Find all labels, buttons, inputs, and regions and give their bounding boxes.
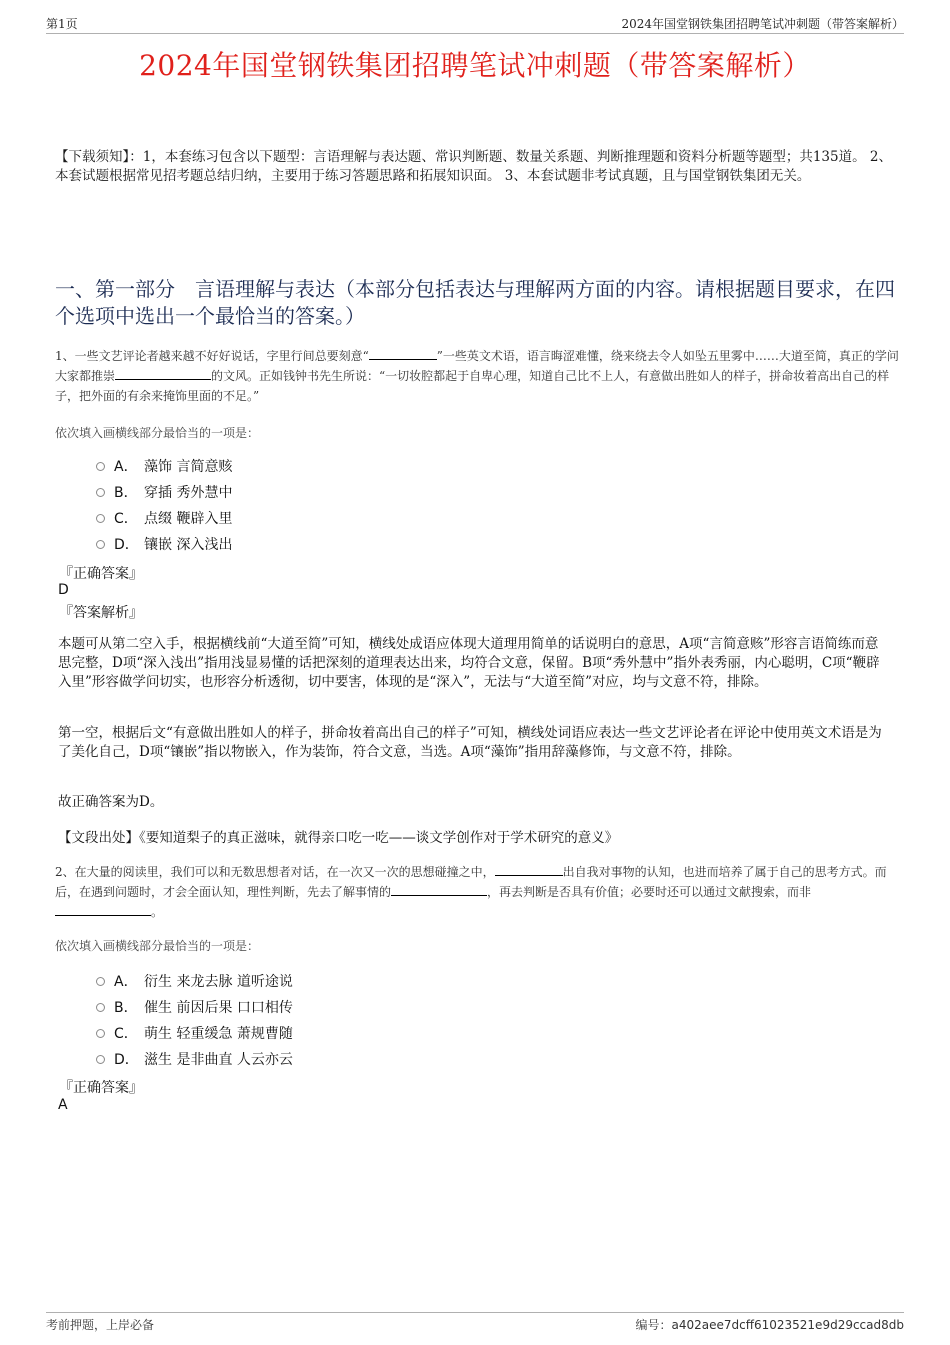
q1-option-b[interactable]: B． 穿插 秀外慧中	[96, 479, 232, 505]
q1-option-d[interactable]: D． 镶嵌 深入浅出	[96, 531, 232, 557]
q2-answer: A	[58, 1097, 68, 1113]
q2-prompt: 依次填入画横线部分最恰当的一项是：	[55, 939, 260, 953]
q1-source: 【文段出处】《要知道梨子的真正滋味，就得亲口吃一吃——谈文学创作对于学术研究的意义》	[58, 830, 619, 846]
radio-icon[interactable]	[96, 977, 105, 986]
q1-analysis-para-3: 故正确答案为D。	[58, 794, 164, 810]
radio-icon[interactable]	[96, 1055, 105, 1064]
q1-answer: D	[58, 582, 69, 598]
q2-option-a[interactable]: A． 衍生 来龙去脉 道听途说	[96, 968, 293, 994]
fill-blank	[369, 346, 437, 360]
download-notice: 【下载须知】：1，本套练习包含以下题型：言语理解与表达题、常识判断题、数量关系题、判断推理题和资料分析题等题型；共135道。 2、本套试题根据常见招考题总结归纳，主要用于练习答题思路和拓展知识面。 3、本套试题非考试真题，且与国堂钢铁集团无关。	[55, 149, 892, 184]
radio-icon[interactable]	[96, 462, 105, 471]
q1-analysis-para-2: 第一空，根据后文“有意做出胜如人的样子，拼命妆着高出自己的样子”可知，横线处词语应表达一些文艺评论者在评论中使用英文术语是为了美化自己，D项“镶嵌”指以物嵌入，作为装饰，符合文意，当选。A项“藻饰”指用辞藻修饰，与文意不符，排除。	[58, 725, 882, 760]
page-title: 2024年国堂钢铁集团招聘笔试冲刺题（带答案解析）	[139, 49, 811, 82]
question-1-text	[55, 346, 900, 406]
header-doc-title: 2024年国堂钢铁集团招聘笔试冲刺题（带答案解析）	[621, 17, 904, 31]
q2-option-b[interactable]: B． 催生 前因后果 口口相传	[96, 994, 293, 1020]
q1-options	[96, 453, 232, 557]
q2-text-part-d: 。	[151, 905, 164, 919]
q2-text-part-c: ，再去判断是否具有价值；必要时还可以通过文献搜索，而非	[487, 885, 812, 899]
q1-analysis-label: 『答案解析』	[59, 605, 143, 621]
q1-answer-label: 『正确答案』	[59, 566, 143, 582]
radio-icon[interactable]	[96, 1003, 105, 1012]
section-heading: 一、第一部分 言语理解与表达（本部分包括表达与理解两方面的内容。请根据题目要求，在四个选项中选出一个最恰当的答案。）	[55, 277, 895, 328]
q1-text-part-b: ”一些英文术语，语言晦涩难懂，绕来绕去令人如坠五里雾中……大道至简，真正的学问大家都推崇	[55, 349, 899, 383]
radio-icon[interactable]	[96, 1029, 105, 1038]
fill-blank	[495, 862, 563, 876]
q2-options	[96, 968, 293, 1072]
q1-analysis-para-1: 本题可从第二空入手，根据横线前“大道至简”可知，横线处成语应体现大道理用简单的话说明白的意思，A项“言简意赅”形容言语简练而意思完整，D项“深入浅出”指用浅显易懂的话把深刻的道理表达出来，均符合文意，保留。B项“秀外慧中”指外表秀丽，内心聪明，C项“鞭辟入里”形容做学问切实，也形容分析透彻，切中要害，体现的是“深入”，无法与“大道至简”对应，均与文意不符，排除。	[58, 636, 880, 690]
fill-blank	[115, 366, 211, 380]
page-header	[46, 13, 904, 34]
fill-blank	[391, 882, 487, 896]
q2-option-d[interactable]: D． 滋生 是非曲直 人云亦云	[96, 1046, 293, 1072]
q2-answer-label: 『正确答案』	[59, 1080, 143, 1096]
radio-icon[interactable]	[96, 514, 105, 523]
q1-text-part-a: 1、一些文艺评论者越来越不好好说话，字里行间总要刻意“	[55, 349, 369, 363]
q1-option-a[interactable]: A． 藻饰 言简意赅	[96, 453, 232, 479]
footer-slogan: 考前押题，上岸必备	[46, 1318, 155, 1332]
q1-option-c[interactable]: C． 点缀 鞭辟入里	[96, 505, 232, 531]
q2-text-part-b: 出自我对事物的认知，也进而培养了属于自己的思考方式。而后，在遇到问题时，才会全面认知，理性判断，先去了解事情的	[55, 865, 887, 899]
q2-option-c[interactable]: C． 萌生 轻重缓急 萧规曹随	[96, 1020, 293, 1046]
fill-blank	[55, 902, 151, 916]
page-number: 第1页	[46, 17, 78, 31]
footer-serial: 编号：a402aee7dcff61023521e9d29ccad8db	[635, 1318, 904, 1332]
radio-icon[interactable]	[96, 540, 105, 549]
page-footer	[46, 1312, 904, 1332]
question-2-text	[55, 862, 900, 922]
q1-prompt: 依次填入画横线部分最恰当的一项是：	[55, 426, 260, 440]
q1-text-part-c: 的文风。正如钱钟书先生所说：“一切妆腔都起于自卑心理，知道自己比不上人，有意做出胜如人的样子，拼命妆着高出自己的样子，把外面的有余来掩饰里面的不足。”	[55, 369, 890, 403]
radio-icon[interactable]	[96, 488, 105, 497]
q2-text-part-a: 2、在大量的阅读里，我们可以和无数思想者对话，在一次又一次的思想碰撞之中，	[55, 865, 495, 879]
